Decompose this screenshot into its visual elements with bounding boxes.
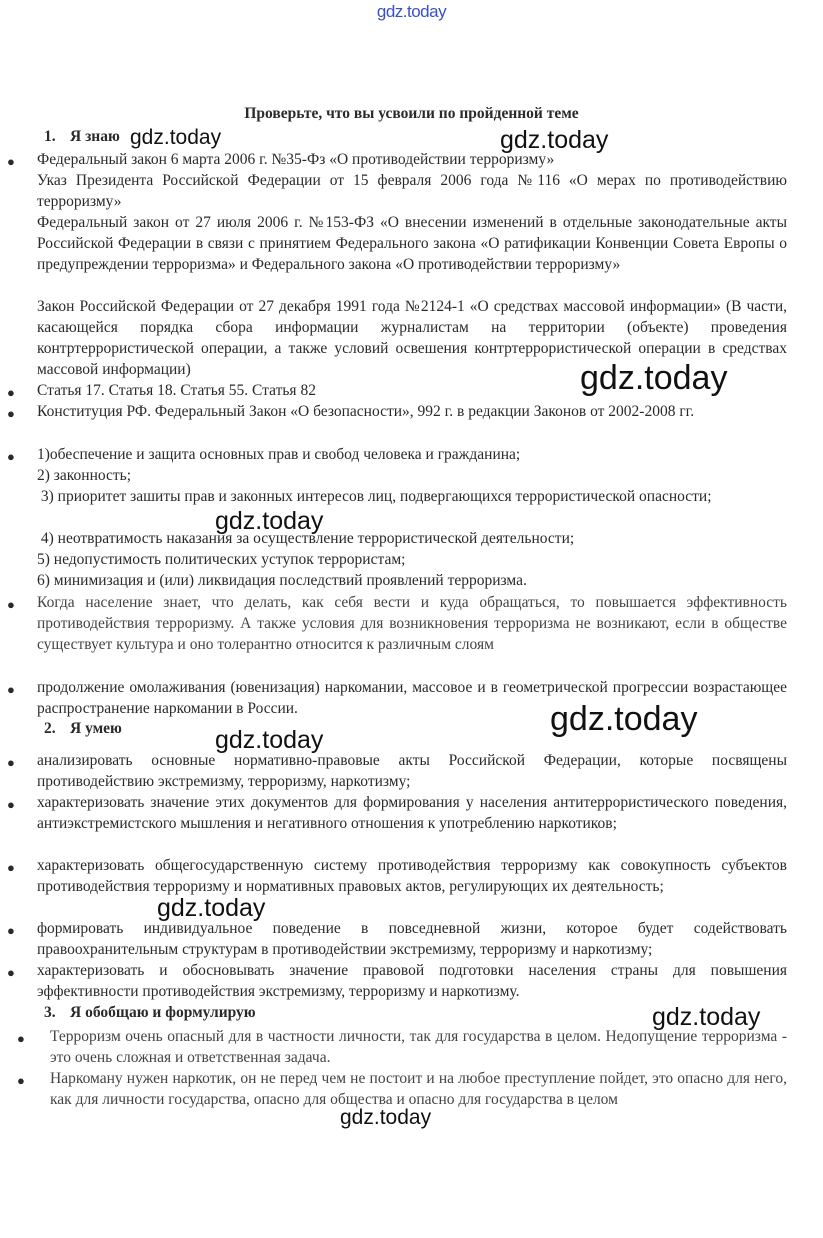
bullet-icon: ●: [7, 860, 15, 875]
watermark-brand: gdz.today: [580, 359, 728, 397]
bullet-icon: ●: [17, 1073, 25, 1088]
bullet-icon: ●: [17, 1031, 25, 1046]
bullet-icon: ●: [7, 797, 15, 812]
bullet-icon: ●: [7, 385, 15, 400]
principle-1: 1)обеспечение и защита основных прав и свобод человека и гражданина;: [37, 446, 521, 463]
conclusion-drug-addict: Наркоману нужен наркотик, он не перед чем не постоит и на любое преступление пойдет, это опасно для него, как для личности государства, опасно для общества и опасно для государства в целом: [50, 1070, 787, 1108]
bullet-icon: ●: [7, 449, 15, 464]
section-heading-generalize: 3. Я обобщаю и формулирую: [44, 1004, 256, 1021]
watermark-brand: gdz.today: [340, 1106, 432, 1129]
bullet-icon: ●: [7, 755, 15, 770]
skill-analyze: анализировать основные нормативно-правовые акты Российской Федерации, которые посвящены противодействию экстремизму, терроризму, наркотизму;: [37, 752, 787, 790]
list-item-law-35: Федеральный закон 6 марта 2006 г. №35-Фз «О противодействии терроризму»: [37, 151, 555, 168]
list-item-decree-116: Указ Президента Российской Федерации от 15 февраля 2006 года №116 «О мерах по противодействию терроризму»: [37, 172, 787, 210]
skill-characterize-system: характеризовать общегосударственную систему противодействия терроризму как совокупность субъектов противодействия терроризму и нормативных правовых актов, регулирующих их деятельность;: [37, 857, 787, 895]
list-item-law-153: Федеральный закон от 27 июля 2006 г. №153-ФЗ «О внесении изменений в отдельные законодательные акты Российской Федерации в связи с принятием Федерального закона «О ратификации Конвенции Совета Европы о предупреждении терроризма» и Федерального закона «О противодействии терроризму»: [37, 214, 787, 273]
principle-3: 3) приоритет зашиты прав и законных интересов лиц, подвергающихся террористической опасности;: [37, 488, 712, 505]
list-item-narcotism: продолжение омолаживания (ювенизация) наркомании, массовое и в геометрической прогрессии возрастающее распространение наркомании в России.: [37, 679, 787, 717]
brand-logo: gdz.today: [376, 2, 447, 21]
list-item-constitution: Конституция РФ. Федеральный Закон «О безопасности», 992 г. в редакции Законов от 2002-2008 гг.: [37, 403, 695, 420]
list-item-articles: Статья 17. Статья 18. Статья 55. Статья 82: [37, 382, 316, 399]
bullet-icon: ●: [7, 923, 15, 938]
section-heading-know: 1. Я знаю: [44, 128, 120, 145]
bullet-icon: ●: [7, 965, 15, 980]
principle-2: 2) законность;: [37, 467, 132, 484]
skill-form-behavior: формировать индивидуальное поведение в повседневной жизни, которое будет содействовать правоохранительным структурам в противодействии экстремизму, терроризму и наркотизму;: [37, 920, 787, 958]
watermark-brand: gdz.today: [550, 700, 698, 738]
bullet-icon: ●: [7, 682, 15, 697]
watermark-brand: gdz.today: [215, 726, 324, 754]
bullet-icon: ●: [7, 597, 15, 612]
skill-characterize-documents: характеризовать значение этих документов для формирования у населения антитеррористического поведения, антиэкстремистского мышления и негативного отношения к употреблению наркотиков;: [37, 794, 787, 832]
watermark-brand: gdz.today: [157, 894, 266, 922]
list-item-law-2124: Закон Российской Федерации от 27 декабря 1991 года №2124-1 «О средствах массовой информации» (В части, касающейся порядка сбора информации журналистам на территории (объекте) проведения контртеррористической операции, а также условий освешения контртеррористической операции в средствах массовой информации): [37, 298, 787, 378]
watermark-brand: gdz.today: [500, 126, 609, 154]
principle-6: 6) минимизация и (или) ликвидация последствий проявлений терроризма.: [37, 572, 527, 589]
section-heading-can: 2. Я умею: [44, 720, 122, 737]
list-item-population: Когда население знает, что делать, как себя вести и куда обращаться, то повышается эффективность противодействия терроризму. А также условия для возникновения терроризма не возникают, если в обществе существует культура и оно толерантно относится к различным слоям: [37, 594, 787, 653]
bullet-icon: ●: [7, 406, 15, 421]
watermark-brand: gdz.today: [215, 507, 324, 535]
watermark-brand: gdz.today: [130, 126, 222, 149]
principle-5: 5) недопустимость политических уступок террористам;: [37, 551, 406, 568]
conclusion-terrorism: Терроризм очень опасный для в частности личности, так для государства в целом. Недопущение терроризма - это очень сложная и ответственная задача.: [50, 1028, 787, 1066]
skill-legal-training: характеризовать и обосновывать значение правовой подготовки населения страны для повышения эффективности противодействия экстремизму, терроризму и наркотизму.: [37, 962, 787, 1000]
principle-4: 4) неотвратимость наказания за осуществление террористической деятельности;: [37, 530, 575, 547]
page-title: Проверьте, что вы усвоили по пройденной теме: [244, 105, 579, 122]
watermark-brand: gdz.today: [652, 1003, 761, 1031]
bullet-icon: ●: [7, 154, 15, 169]
